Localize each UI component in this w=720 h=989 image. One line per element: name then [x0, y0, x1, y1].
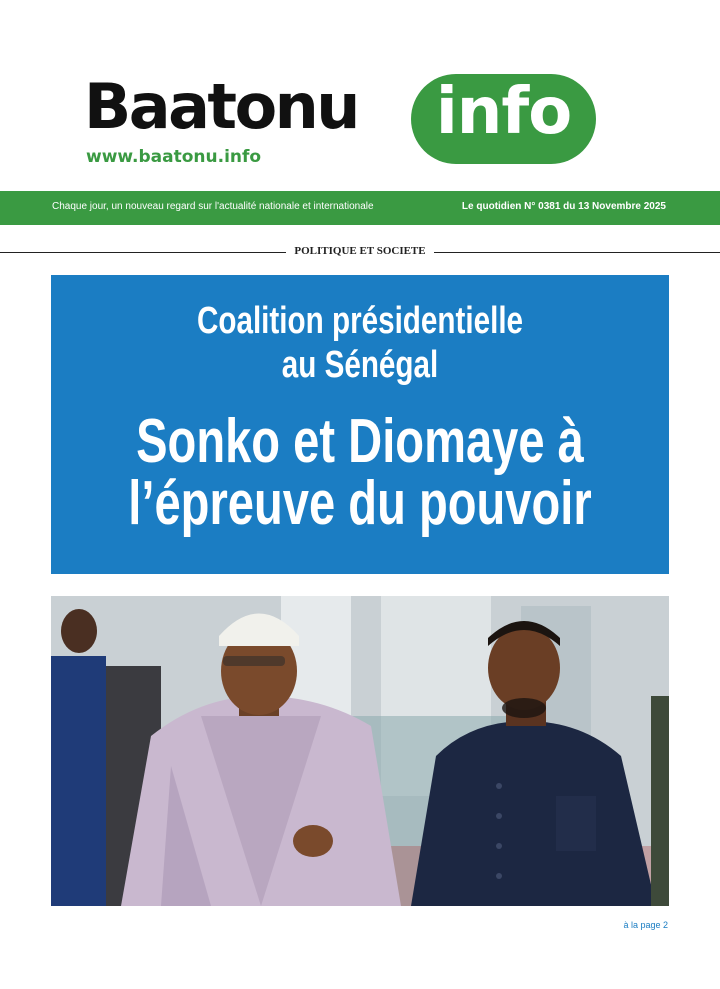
section-divider-right: [434, 252, 720, 253]
title-line-2: l’épreuve du pouvoir: [128, 469, 592, 538]
tagline: Chaque jour, un nouveau regard sur l'actualité nationale et internationale: [52, 201, 374, 212]
logo-info-pill: [411, 74, 596, 164]
issue-info: Le quotidien N° 0381 du 13 Novembre 2025: [461, 201, 666, 212]
masthead-logo: [84, 70, 604, 174]
masthead-banner: [0, 191, 720, 225]
logo-pill-text: info: [435, 75, 572, 149]
logo-wordmark: Baatonu: [84, 70, 358, 143]
headline-box: [51, 275, 669, 574]
kicker-line-2: au Sénégal: [281, 344, 439, 386]
headline-title: [80, 407, 641, 538]
website-url[interactable]: www.baatonu.info: [86, 147, 262, 167]
headline-kicker: [119, 299, 601, 387]
title-line-1: Sonko et Diomaye à: [136, 407, 584, 476]
continue-to-page-link[interactable]: à la page 2: [623, 920, 668, 930]
section-divider-left: [0, 252, 286, 253]
cover-photo: [51, 596, 669, 906]
section-title: POLITIQUE ET SOCIETE: [294, 245, 426, 257]
cover-photo-illustration: [51, 596, 669, 906]
kicker-line-1: Coalition présidentielle: [196, 300, 524, 342]
